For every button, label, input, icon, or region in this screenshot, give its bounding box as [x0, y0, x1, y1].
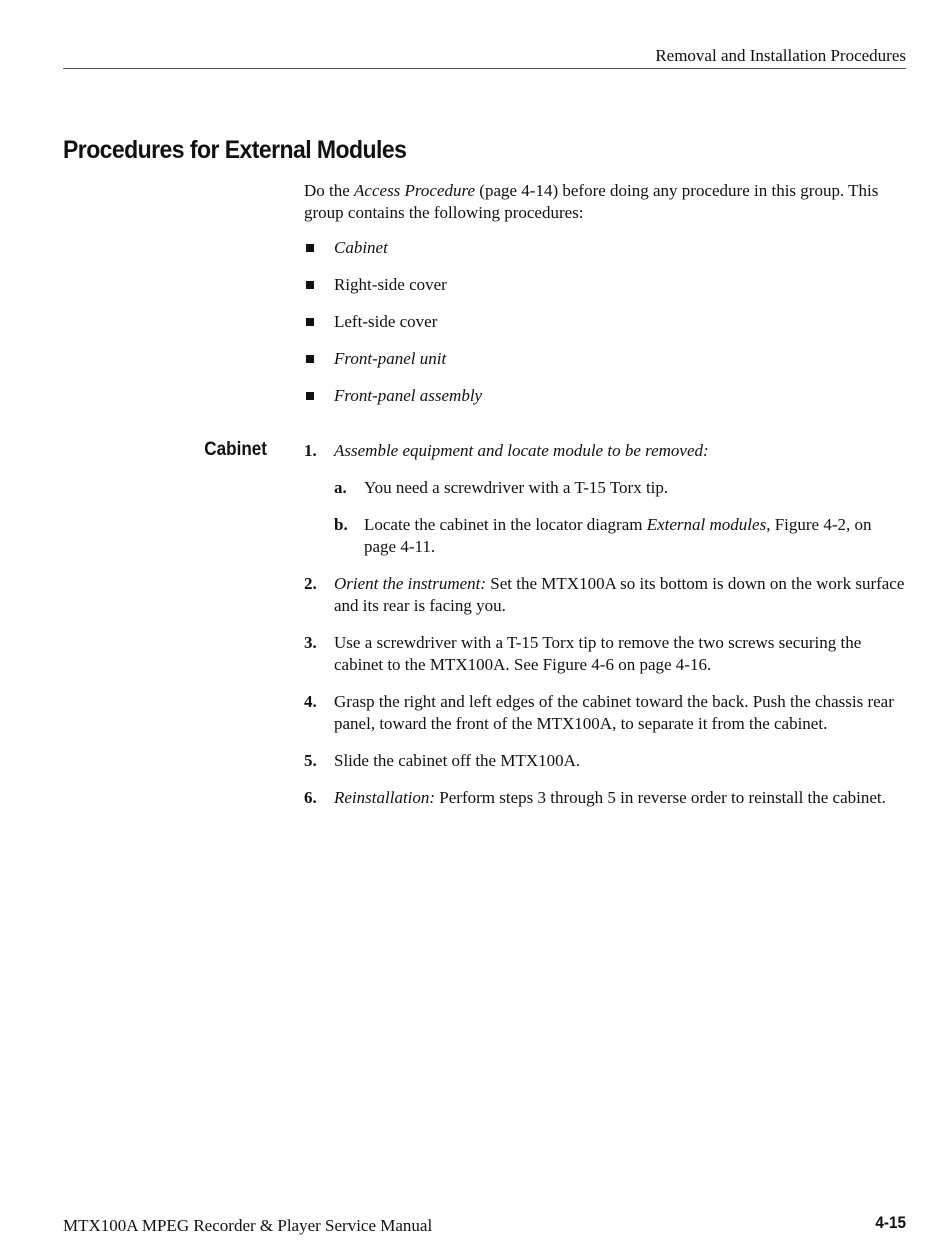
bullet-square-icon	[306, 355, 314, 363]
bullet-square-icon	[306, 318, 314, 326]
footer-page-number: 4-15	[875, 1213, 906, 1232]
step-lead: Assemble equipment and locate module to be removed:	[334, 441, 709, 460]
step-5	[304, 750, 906, 772]
step-text: Set the MTX100A so its bottom is down on the work surface and its rear is facing you.	[334, 574, 905, 615]
step-text: Slide the cabinet off the MTX100A.	[334, 751, 581, 770]
footer-manual-title: MTX100A MPEG Recorder & Player Service Manual	[63, 1216, 433, 1235]
substep-text-after: , Figure 4-2, on page 4-11.	[364, 515, 872, 556]
step-number: 6.	[304, 788, 317, 807]
step-text: Use a screwdriver with a T-15 Torx tip to remove the two screws securing the cabinet to the MTX100A. See Figure 4-6 on page 4-16.	[334, 633, 862, 674]
substep-a	[334, 477, 906, 499]
list-item	[304, 274, 906, 296]
step-2	[304, 573, 906, 617]
list-item-text: Left-side cover	[334, 312, 438, 331]
step-number: 3.	[304, 633, 317, 652]
access-procedure-reference: Access Procedure	[354, 181, 476, 200]
cabinet-side-heading: Cabinet	[204, 439, 267, 460]
procedure-list	[304, 237, 906, 422]
bullet-square-icon	[306, 281, 314, 289]
substep-text: Locate the cabinet in the locator diagram	[364, 515, 647, 534]
list-item	[304, 385, 906, 407]
step-lead: Reinstallation:	[334, 788, 436, 807]
list-item	[304, 237, 906, 259]
bullet-square-icon	[306, 392, 314, 400]
step-text: Perform steps 3 through 5 in reverse order to reinstall the cabinet.	[435, 788, 886, 807]
step-6	[304, 787, 906, 809]
bullet-square-icon	[306, 244, 314, 252]
intro-paragraph	[304, 180, 906, 224]
step-number: 2.	[304, 574, 317, 593]
step-number: 5.	[304, 751, 317, 770]
step-4	[304, 691, 906, 735]
external-modules-reference: External modules	[646, 515, 767, 534]
page-header	[63, 46, 906, 69]
substep-b	[334, 514, 906, 558]
intro-text-before: Do the	[304, 181, 355, 200]
substep-text: You need a screwdriver with a T-15 Torx tip.	[364, 478, 669, 497]
step-1	[304, 440, 906, 558]
substep-letter: a.	[334, 478, 347, 497]
cabinet-steps	[304, 440, 906, 824]
running-title: Removal and Installation Procedures	[655, 46, 906, 65]
list-item-text: Cabinet	[334, 238, 388, 257]
step-lead: Orient the instrument:	[334, 574, 487, 593]
intro-text-after: (page 4-14) before doing any procedure in this group. This group contains the following procedures:	[304, 181, 879, 222]
list-item	[304, 348, 906, 370]
list-item-text: Right-side cover	[334, 275, 447, 294]
substep-letter: b.	[334, 515, 348, 534]
step-number: 4.	[304, 692, 317, 711]
step-3	[304, 632, 906, 676]
list-item-text: Front-panel assembly	[334, 386, 483, 405]
list-item	[304, 311, 906, 333]
list-item-text: Front-panel unit	[334, 349, 447, 368]
step-number: 1.	[304, 441, 317, 460]
section-title: Procedures for External Modules	[63, 136, 407, 164]
step-text: Grasp the right and left edges of the cabinet toward the back. Push the chassis rear panel, toward the front of the MTX100A, to separate it from the cabinet.	[334, 692, 894, 733]
